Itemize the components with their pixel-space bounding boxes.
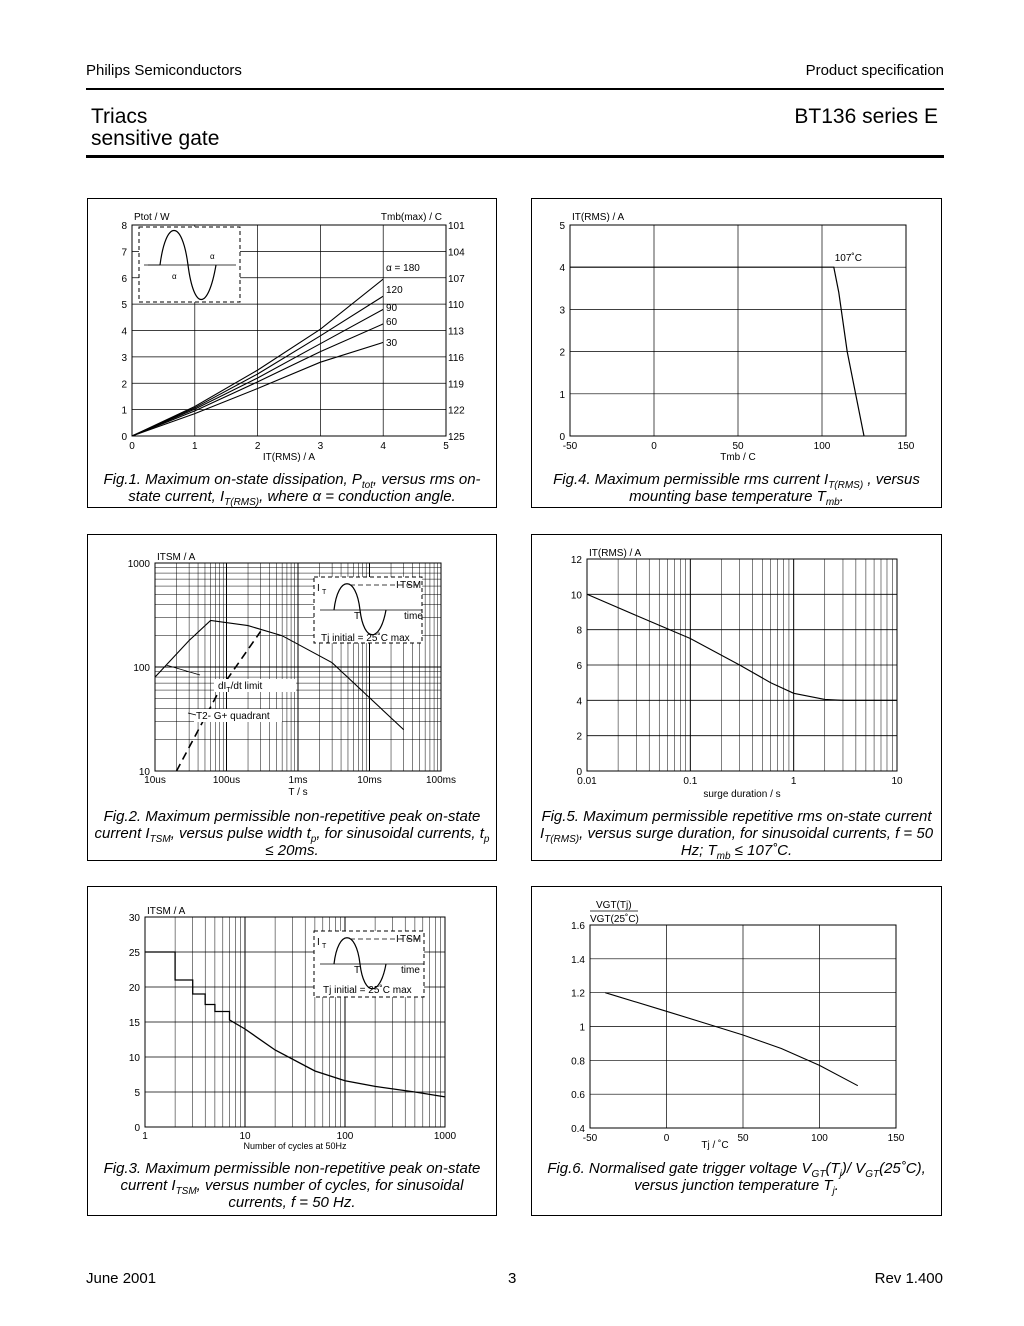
fig5-chart — [532, 535, 943, 805]
title-rule — [86, 155, 944, 158]
fig4-y-tick-label: 2 — [559, 347, 565, 359]
fig6-y-tick-label: 0.4 — [571, 1124, 585, 1135]
fig4-x-tick-label: 50 — [732, 441, 744, 452]
fig6-x-tick-label: 50 — [737, 1133, 749, 1144]
fig1-y-tick-label: 3 — [121, 352, 127, 364]
fig2-inset-label-TSM: TSM — [400, 580, 422, 591]
fig1-y2-axis-label: Tmb(max) / C — [380, 212, 442, 223]
fig3-y-tick-label: 0 — [134, 1123, 140, 1134]
title-line-1: Triacs — [91, 105, 148, 128]
company-name: Philips Semiconductors — [86, 62, 242, 79]
fig3-caption: Fig.3. Maximum permissible non-repetitive peak on-state current $I_{TSM}$, versus number of cycles, for sinusoidal currents, f = 50 Hz. — [103, 1160, 481, 1211]
fig4-x-tick-label: 150 — [897, 441, 915, 452]
fig1-y-tick-label: 8 — [121, 221, 127, 232]
fig6-x-axis-label: Tj / ˚C — [701, 1140, 729, 1151]
fig2-annotation-quadrant: T2- G+ quadrant — [196, 711, 270, 722]
fig2-x-tick-label: 10us — [144, 775, 166, 786]
figure-6 — [531, 886, 942, 1216]
fig6-y-tick-label: 1.2 — [571, 988, 585, 1000]
fig1-y-tick-label: 0 — [121, 432, 127, 443]
fig5-x-tick-label: 10 — [891, 776, 903, 787]
fig3-x-axis-label: Number of cycles at 50Hz — [243, 1141, 347, 1151]
fig6-x-tick-label: 150 — [887, 1133, 905, 1144]
fig6-y-tick-label: 0.8 — [571, 1056, 585, 1068]
fig5-series-line — [587, 594, 897, 700]
fig3-inset-label-tj: Tj initial = 25˚C max — [323, 985, 412, 996]
fig2-inset-label-tj: Tj initial = 25˚C max — [321, 633, 410, 644]
fig1-y2-tick-label: 110 — [448, 300, 464, 312]
fig2-inset-label-T: T — [322, 589, 327, 596]
title-line-2: sensitive gate — [91, 127, 220, 150]
fig1-y2-tick-label: 125 — [448, 432, 465, 443]
figure-4 — [531, 198, 942, 508]
fig5-caption: Fig.5. Maximum permissible repetitive rms on-state current $I_{T(RMS)}$, versus surge duration, for sinusoidal currents, f = 50 Hz; $T_{mb}$ ≤ 107˚C. — [539, 808, 934, 862]
fig1-y-tick-label: 4 — [121, 326, 127, 338]
fig5-x-tick-label: 0.01 — [577, 776, 597, 787]
fig5-y-tick-label: 6 — [576, 661, 582, 672]
fig6-x-tick-label: 100 — [811, 1133, 828, 1144]
fig1-y2-tick-label: 119 — [448, 379, 464, 391]
fig4-x-tick-label: -50 — [562, 441, 578, 452]
figure-2 — [87, 534, 497, 861]
fig5-y-tick-label: 8 — [576, 625, 582, 637]
fig4-x-tick-label: 100 — [813, 441, 831, 452]
fig2-x-axis-label: T / s — [288, 787, 308, 798]
fig1-y2-tick-label: 116 — [448, 352, 464, 364]
fig2-inset-label-I: I — [317, 583, 320, 594]
part-number: BT136 series E — [794, 105, 938, 128]
fig6-x-tick-label: -50 — [582, 1133, 598, 1144]
figure-1 — [87, 198, 497, 508]
fig6-y-axis-label-denominator: VGT(25˚C) — [590, 914, 639, 925]
fig4-y-tick-label: 5 — [559, 221, 565, 232]
fig3-y-tick-label: 15 — [128, 1018, 140, 1029]
fig3-x-tick-label: 10 — [239, 1131, 251, 1142]
fig6-y-tick-label: 1 — [579, 1022, 585, 1034]
figure-5 — [531, 534, 942, 861]
fig1-series-label: 60 — [386, 317, 398, 328]
fig3-x-tick-label: 100 — [336, 1131, 354, 1142]
fig5-y-axis-label: IT(RMS) / A — [589, 548, 642, 559]
fig2-x-tick-label: 1ms — [288, 775, 308, 786]
fig5-y-tick-label: 10 — [570, 590, 582, 602]
fig1-y2-tick-label: 107 — [448, 273, 465, 285]
fig1-x-axis-label: IT(RMS) / A — [262, 452, 316, 463]
header-rule — [86, 88, 944, 90]
fig1-y2-tick-label: 113 — [448, 326, 464, 338]
fig1-caption: Fig.1. Maximum on-state dissipation, $P_{tot}$, versus rms on-state current, $I_{T(RMS)}$, where α = conduction angle. — [103, 471, 481, 508]
fig1-series-label: α = 180 — [386, 263, 420, 274]
fig1-x-tick-label: 4 — [380, 441, 386, 452]
fig2-y-tick-label: 10 — [138, 767, 150, 778]
fig5-x-axis-label: surge duration / s — [703, 789, 781, 800]
fig1-series-label: 90 — [386, 303, 398, 314]
fig2-x-tick-label: 10ms — [357, 775, 382, 786]
fig3-y-tick-label: 10 — [128, 1053, 140, 1064]
fig2-y-tick-label: 1000 — [127, 559, 150, 570]
fig4-y-axis-label: IT(RMS) / A — [572, 212, 625, 223]
fig3-x-tick-label: 1 — [142, 1131, 148, 1142]
fig2-x-tick-label: 100ms — [425, 775, 457, 786]
fig3-inset-label-period: T — [354, 965, 361, 976]
fig6-caption: Fig.6. Normalised gate trigger voltage $V_{GT}(T_j)/$ $V_{GT}(25˚C)$, versus junction temperature $T_j$. — [547, 1160, 926, 1197]
fig3-x-tick-label: 1000 — [433, 1131, 457, 1142]
fig1-y-tick-label: 6 — [121, 273, 127, 285]
fig1-y-axis-label: Ptot / W — [134, 212, 170, 223]
fig2-inset-label-time: time — [404, 611, 423, 622]
fig3-inset-label-TSM: TSM — [400, 934, 422, 945]
fig4-y-tick-label: 4 — [559, 263, 565, 275]
fig3-y-tick-label: 25 — [128, 948, 140, 959]
fig1-y-tick-label: 7 — [121, 247, 127, 259]
fig1-x-tick-label: 2 — [254, 441, 261, 452]
footer-date: June 2001 — [86, 1270, 157, 1287]
document-type: Product specification — [805, 62, 944, 79]
fig1-y2-tick-label: 122 — [448, 405, 465, 417]
fig4-annotation: 107˚C — [834, 253, 863, 265]
fig6-chart — [532, 887, 943, 1157]
fig2-annotation-dIT: $dI_T/dt$ limit — [218, 681, 263, 694]
fig4-y-tick-label: 0 — [559, 432, 565, 443]
fig1-inset-alpha-2: α — [210, 252, 215, 261]
fig3-y-axis-label: ITSM / A — [147, 906, 186, 917]
fig4-chart — [532, 199, 943, 469]
footer-page-number: 3 — [508, 1270, 517, 1287]
fig4-x-axis-label: Tmb / C — [720, 452, 756, 463]
fig5-y-tick-label: 4 — [576, 696, 582, 708]
fig4-x-tick-label: 0 — [651, 441, 657, 452]
fig1-x-tick-label: 5 — [443, 441, 449, 452]
fig5-x-tick-label: 0.1 — [683, 776, 698, 787]
fig6-y-axis-label-numerator: VGT(Tj) — [596, 900, 632, 911]
fig1-series-label: 30 — [386, 338, 398, 349]
fig3-inset-label-I2: I — [396, 934, 399, 945]
fig1-y-tick-label: 1 — [121, 405, 127, 417]
fig6-y-tick-label: 0.6 — [571, 1090, 585, 1102]
fig3-y-tick-label: 20 — [128, 983, 140, 994]
fig2-y-axis-label: ITSM / A — [157, 552, 196, 563]
fig4-y-tick-label: 1 — [559, 389, 565, 401]
fig3-inset-label-I: I — [317, 937, 320, 948]
fig5-y-tick-label: 2 — [576, 731, 582, 743]
fig1-chart — [88, 199, 498, 469]
fig6-y-tick-label: 1.6 — [571, 921, 585, 932]
fig2-caption: Fig.2. Maximum permissible non-repetitive peak on-state current $I_{TSM}$, versus pulse width $t_p$, for sinusoidal currents, $t_p \le 20ms$. — [94, 808, 490, 859]
fig3-inset-label-time: time — [401, 965, 420, 976]
fig1-y-tick-label: 5 — [121, 300, 127, 312]
fig6-series-line — [605, 993, 858, 1086]
fig1-y2-tick-label: 104 — [448, 247, 465, 259]
fig3-y-tick-label: 5 — [134, 1088, 140, 1099]
figure-3 — [87, 886, 497, 1216]
fig2-chart — [88, 535, 498, 805]
fig1-y2-tick-label: 101 — [448, 221, 465, 232]
fig5-x-tick-label: 1 — [790, 776, 797, 787]
fig1-x-tick-label: 3 — [317, 441, 324, 452]
fig6-x-tick-label: 0 — [663, 1133, 670, 1144]
fig1-series-label: 120 — [386, 285, 403, 296]
fig2-x-tick-label: 100us — [212, 775, 241, 786]
fig4-caption: Fig.4. Maximum permissible rms current $I_{T(RMS)}$ , versus mounting base temperature $T_{mb}$. — [553, 471, 920, 508]
fig1-y-tick-label: 2 — [121, 379, 127, 391]
fig5-y-tick-label: 0 — [576, 767, 582, 778]
fig5-y-tick-label: 12 — [570, 555, 582, 566]
fig3-y-tick-label: 30 — [128, 913, 140, 924]
fig1-inset-box — [139, 227, 240, 302]
fig4-y-tick-label: 3 — [559, 305, 565, 317]
fig2-y-tick-label: 100 — [133, 663, 150, 674]
fig1-x-tick-label: 1 — [192, 441, 198, 452]
fig1-x-tick-label: 0 — [129, 441, 135, 452]
fig3-chart — [88, 887, 498, 1157]
fig2-inset-label-I2: I — [396, 580, 399, 591]
fig1-inset-alpha-1: α — [172, 272, 177, 281]
fig6-y-tick-label: 1.4 — [571, 954, 585, 966]
footer-revision: Rev 1.400 — [874, 1270, 943, 1287]
fig3-inset-label-T: T — [322, 943, 327, 950]
fig2-inset-label-period: T — [354, 611, 361, 622]
